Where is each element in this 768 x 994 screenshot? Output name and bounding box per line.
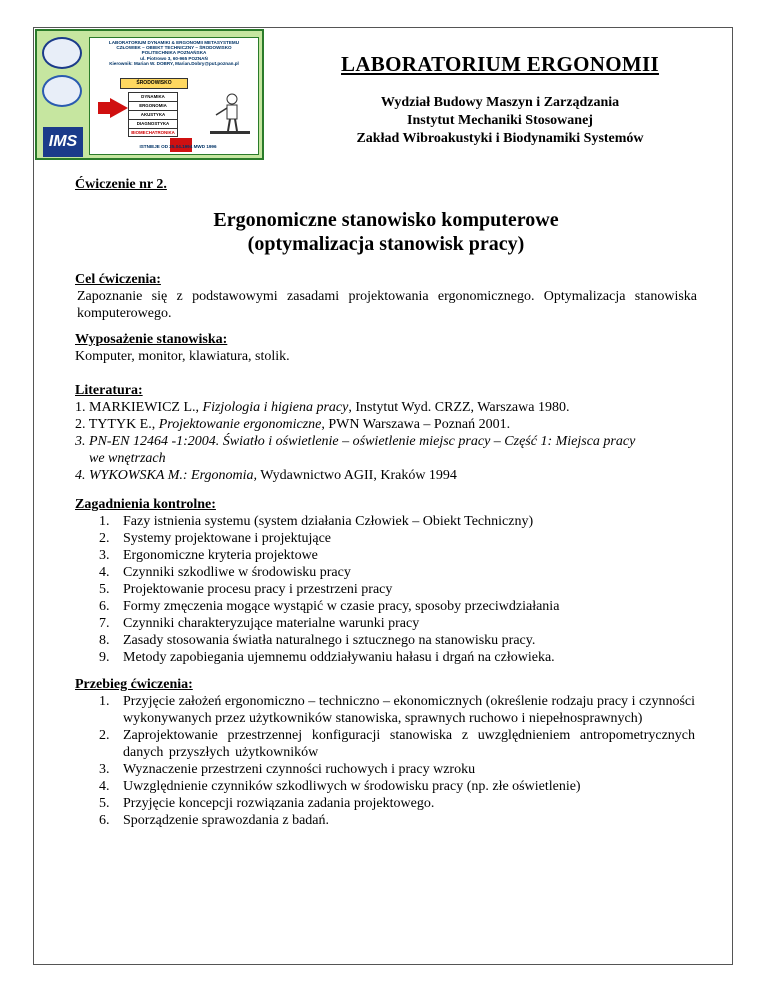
goal-heading: Cel ćwiczenia: <box>75 272 161 287</box>
logo-box: ERGONOMIA <box>128 101 178 111</box>
list-item: 9. Metody zapobiegania ujemnemu oddziaływaniu hałasu i drgań na człowieka. <box>99 650 555 665</box>
literature-section <box>75 382 697 484</box>
logo-panel <box>89 37 259 155</box>
list-item-text: Ergonomiczne kryteria projektowe <box>123 548 318 563</box>
list-item-text: Wyznaczenie przestrzeni czynności ruchowych i pracy wzroku <box>123 762 476 777</box>
logo-box: BIOMECHATRONIKA <box>128 128 178 137</box>
control-list <box>75 513 697 666</box>
logo-box: AKUSTYKA <box>128 110 178 120</box>
logo-line: CZŁOWIEK – OBIEKT TECHNICZNY – ŚRODOWISKO <box>116 45 232 51</box>
logo-line: ul. Piotrowo 3, 60-965 POZNAŃ <box>140 55 208 61</box>
main-title-line: Ergonomiczne stanowisko komputerowe <box>213 209 559 231</box>
logo-box: DIAGNOSTYKA <box>128 119 178 129</box>
institute-emblem <box>42 75 82 107</box>
lit-publisher: Wydawnictwo AGII, Kraków 1994 <box>257 468 457 483</box>
main-title <box>75 208 697 256</box>
list-item-text: Czynniki szkodliwe w środowisku pracy <box>123 565 351 580</box>
list-item: 2. Zaprojektowanie przestrzennej konfiguracji stanowiska z uwzględnieniem antropometrycznych danych przyszłych użytkowników <box>99 728 695 760</box>
department-name: Zakład Wibroakustyki i Biodynamiki Systemów <box>356 131 644 146</box>
control-section <box>75 496 697 666</box>
list-item: 3. Ergonomiczne kryteria projektowe <box>99 548 318 563</box>
literature-item <box>75 467 697 484</box>
list-item-text: Metody zapobiegania ujemnemu oddziaływaniu hałasu i drgań na człowieka. <box>123 650 555 665</box>
list-item: 6. Sporządzenie sprawozdania z badań. <box>99 813 330 828</box>
list-item-text: Przyjęcie koncepcji rozwiązania zadania projektowego. <box>123 796 435 811</box>
lit-title: Ergonomia, <box>191 468 258 483</box>
lit-title: Projektowanie ergonomiczne <box>158 417 322 432</box>
lit-publisher: , PWN Warszawa – Poznań 2001. <box>321 417 511 432</box>
list-item: 7. Czynniki charakteryzujące materialne warunki pracy <box>99 616 420 631</box>
logo-arrow-icon <box>110 98 128 118</box>
procedure-heading: Przebieg ćwiczenia: <box>75 677 193 692</box>
literature-item-continuation: we wnętrzach <box>89 451 166 466</box>
lab-logo <box>35 29 264 160</box>
ims-logo: IMS <box>43 127 83 157</box>
main-title-subline: (optymalizacja stanowisk pracy) <box>247 233 525 255</box>
list-item-text: Projektowanie procesu pracy i przestrzeni pracy <box>123 582 393 597</box>
list-item: 1. Fazy istnienia systemu (system działania Człowiek – Obiekt Techniczny) <box>99 514 534 529</box>
lit-author: 2. TYTYK E., <box>75 417 159 432</box>
literature-item <box>75 433 697 450</box>
list-item: 2. Systemy projektowane i projektujące <box>99 531 331 546</box>
goal-text: Zapoznanie się z podstawowymi zasadami projektowania ergonomicznego. Optymalizacja stanowiska komputerowego. <box>77 289 697 321</box>
lit-title: Światło i oświetlenie – oświetlenie miejsc pracy – Część 1: Miejsca pracy <box>222 434 636 449</box>
list-item-text: Czynniki charakteryzujące materialne warunki pracy <box>123 616 420 631</box>
list-item: 3. Wyznaczenie przestrzeni czynności ruchowych i pracy wzroku <box>99 762 476 777</box>
equipment-text: Komputer, monitor, klawiatura, stolik. <box>75 349 290 364</box>
list-item: 4. Czynniki szkodliwe w środowisku pracy <box>99 565 351 580</box>
list-item-text: Uwzględnienie czynników szkodliwych w środowisku pracy (np. złe oświetlenie) <box>123 779 581 794</box>
exercise-number: Ćwiczenie nr 2. <box>75 177 167 192</box>
literature-item <box>75 416 697 433</box>
logo-environment-box: ŚRODOWISKO <box>120 78 188 89</box>
lit-author: 1. MARKIEWICZ L., <box>75 400 203 415</box>
logo-line: LABORATORIUM DYNAMIKI & ERGONOMII METASYSTEMU <box>108 40 240 45</box>
university-emblem <box>42 37 82 69</box>
faculty-name: Wydział Budowy Maszyn i Zarządzania <box>380 95 620 110</box>
logo-box: DYNAMIKA <box>128 92 178 102</box>
list-item-text: Formy zmęczenia mogące wystąpić w czasie pracy, sposoby przeciwdziałania <box>123 599 560 614</box>
lit-title: Fizjologia i higiena pracy <box>202 400 349 415</box>
equipment-section <box>75 331 697 365</box>
worker-figure-icon <box>208 93 252 135</box>
list-item: 5. Projektowanie procesu pracy i przestrzeni pracy <box>99 582 393 597</box>
list-item: 6. Formy zmęczenia mogące wystąpić w czasie pracy, sposoby przeciwdziałania <box>99 599 560 614</box>
page-title: LABORATORIUM ERGONOMII <box>341 52 659 76</box>
list-item-text: Zasady stosowania światła naturalnego i sztucznego na stanowisku pracy. <box>123 633 536 648</box>
lit-publisher: , Instytut Wyd. CRZZ, Warszawa 1980. <box>348 400 570 415</box>
list-item-text: Przyjęcie założeń ergonomiczno – techniczno – ekonomicznych (określenie rodzaju pracy i czynności wykonywanych przez użytkowników stanowiska, sprawnych ruchowo i niepełnosprawnych) <box>123 694 695 726</box>
logo-line: Kierownik: Marian W. DOBRY, Marian.Dobry@put.poznan.pl <box>109 60 239 66</box>
procedure-list <box>75 693 697 829</box>
list-item: 5. Przyjęcie koncepcji rozwiązania zadania projektowego. <box>99 796 435 811</box>
equipment-heading: Wyposażenie stanowiska: <box>75 332 228 347</box>
logo-since: ISTNIEJE OD 25.04.1994 MWD 1996 <box>139 144 217 149</box>
logo-header <box>92 40 256 66</box>
list-item: 1. Przyjęcie założeń ergonomiczno – techniczno – ekonomicznych (określenie rodzaju pracy i czynności wykonywanych przez użytkowników stanowiska, sprawnych ruchowo i niepełnosprawnych) <box>99 694 695 726</box>
list-item-text: Fazy istnienia systemu (system działania Człowiek – Obiekt Techniczny) <box>123 514 534 529</box>
goal-section <box>75 271 697 322</box>
list-item-text: Zaprojektowanie przestrzennej konfiguracji stanowiska z uwzględnieniem antropometrycznych danych przyszłych użytkowników <box>123 728 695 760</box>
lit-author: 3. PN-EN 12464 -1:2004. <box>75 434 223 449</box>
list-item-text: Systemy projektowane i projektujące <box>123 531 331 546</box>
procedure-section <box>75 676 697 829</box>
list-item: 4. Uwzględnienie czynników szkodliwych w środowisku pracy (np. złe oświetlenie) <box>99 779 581 794</box>
literature-item <box>75 399 697 416</box>
lit-author: 4. WYKOWSKA M.: <box>75 468 192 483</box>
list-item: 8. Zasady stosowania światła naturalnego i sztucznego na stanowisku pracy. <box>99 633 536 648</box>
literature-heading: Literatura: <box>75 383 143 398</box>
institute-name: Instytut Mechaniki Stosowanej <box>407 113 593 128</box>
logo-line: POLITECHNIKA POZNAŃSKA <box>141 50 207 56</box>
list-item-text: Sporządzenie sprawozdania z badań. <box>123 813 330 828</box>
control-heading: Zagadnienia kontrolne: <box>75 497 216 512</box>
